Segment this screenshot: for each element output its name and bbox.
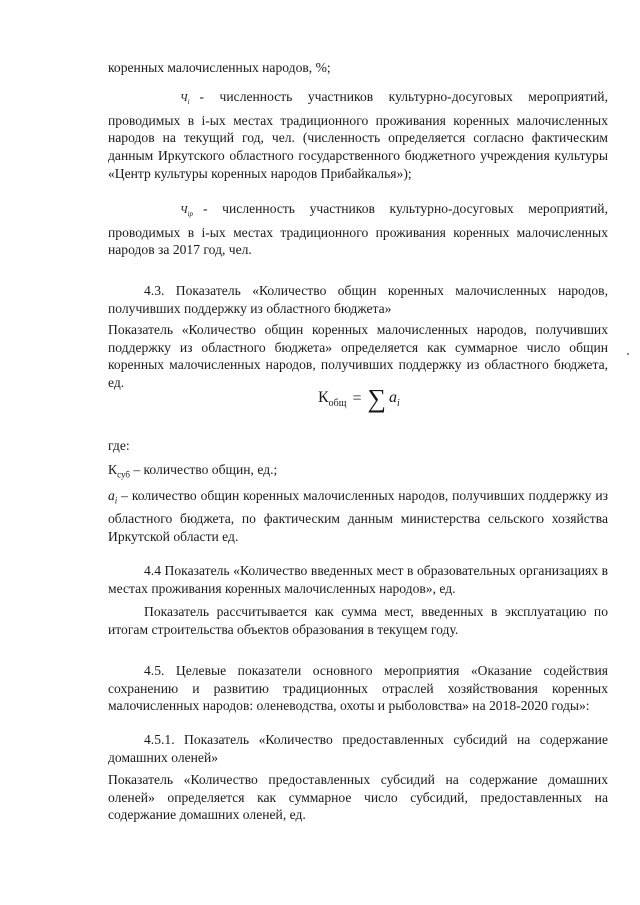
- variable-ch-ip-symbol: $Ч_{ip}$: [180, 204, 194, 219]
- variable-ch-ip-text: - численность участников культурно-досуговых мероприятий, проводимых в i-ых местах традиционного проживания коренных малочисленных народов за 2017 год, чел.: [108, 201, 608, 258]
- section-4-4-heading: 4.4 Показатель «Количество введенных мест в образовательных организациях в местах проживания коренных малочисленных народов», ед.: [108, 563, 608, 596]
- variable-ch-i-text: - численность участников культурно-досуговых мероприятий, проводимых в i-ых местах традиционного проживания коренных малочисленных народов на текущий год, чел. (численность определяется согласно фактическим данным Иркутского областного государственного бюджетного учреждения культуры «Центр культуры коренных народов Прибайкалья»);: [108, 89, 608, 181]
- definition-a-i: [108, 487, 608, 546]
- section-4-3-body: Показатель «Количество общин коренных малочисленных народов, получивших поддержку из областного бюджета» определяется как суммарное число общин коренных малочисленных народов, получивших поддержку из областного бюджета, ед.: [108, 322, 608, 390]
- definition-k-sub-symbol: $К_{суб}$: [108, 462, 130, 480]
- section-4-5-heading: 4.5. Целевые показатели основного мероприятия «Оказание содействия сохранению и развитию традиционных отраслей хозяйствования коренных малочисленных народов: оленеводства, охоты и рыболовства» на 2018-2020 годы»:: [108, 663, 608, 714]
- section-4-4-body: Показатель рассчитывается как сумма мест, введенных в эксплуатацию по итогам строительства объектов образования в текущем году.: [108, 604, 608, 637]
- formula-equals: =: [352, 390, 362, 408]
- scan-speck: [627, 353, 629, 355]
- section-4-5-1-heading: 4.5.1. Показатель «Количество предоставленных субсидий на содержание домашних оленей»: [108, 732, 608, 765]
- definition-k-sub-text: – количество общин, ед.;: [129, 462, 278, 477]
- formula-sum-symbol: ∑: [367, 384, 387, 414]
- definition-a-i-symbol: $a_i$: [108, 488, 118, 506]
- line-continuation: коренных малочисленных народов, %;: [108, 60, 331, 75]
- section-4-3-heading: 4.3. Показатель «Количество общин коренных малочисленных народов, получивших поддержку из областного бюджета»: [108, 283, 608, 316]
- formula-rhs: $a_i$: [389, 389, 400, 410]
- variable-ch-ip-definition: [108, 200, 608, 259]
- definition-k-sub: [108, 461, 608, 484]
- formula-k-obshch: [318, 384, 400, 414]
- variable-ch-i-definition: [108, 88, 608, 182]
- section-4-5-1-body: Показатель «Количество предоставленных субсидий на содержание домашних оленей» определяется как суммарное число субсидий, предоставленных на содержание домашних оленей, ед.: [108, 772, 608, 823]
- where-label: где:: [108, 438, 130, 453]
- definition-a-i-text: – количество общин коренных малочисленных народов, получивших поддержку из областного бюджета, по фактическим данным министерства сельского хозяйства Иркутской области ед.: [108, 488, 608, 544]
- variable-ch-i-symbol: $Ч_i$: [180, 92, 190, 107]
- formula-lhs: $К_{общ}$: [318, 389, 347, 410]
